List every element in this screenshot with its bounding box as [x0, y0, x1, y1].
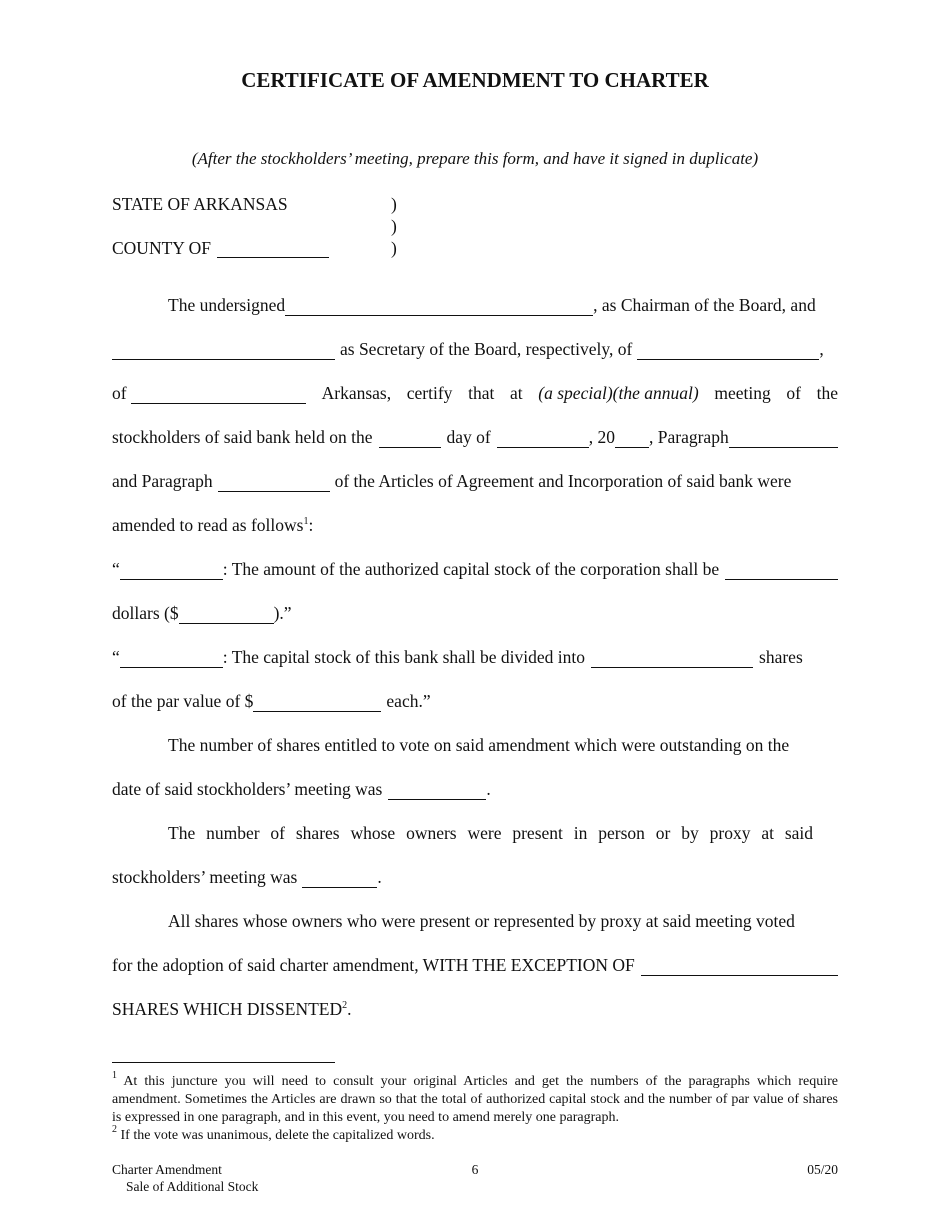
quote-1-line-1 — [112, 560, 838, 580]
footnote-1-text: At this juncture you will need to consult your original Articles and get the numbers of the paragraphs which require amendment. Sometimes the Articles are drawn so that the total of authorized capital stock and the number of par value of shares is expressed in one paragraph, and in this event, you need to amend merely one paragraph. — [112, 1074, 838, 1125]
quote-2-line-2 — [112, 692, 838, 712]
para-present-line-1 — [112, 824, 838, 844]
body-line-1 — [112, 296, 838, 316]
para-entitled-line-1 — [112, 736, 838, 756]
dissenting-shares-blank[interactable] — [641, 959, 838, 976]
capital-amount-blank[interactable] — [179, 607, 274, 624]
shares-count-blank[interactable] — [591, 651, 753, 668]
text-and-paragraph: and Paragraph — [112, 471, 213, 491]
text-of: of — [112, 383, 306, 404]
text-articles: of the Articles of Agreement and Incorporation of said bank were — [334, 471, 792, 491]
paragraph-2-blank[interactable] — [218, 475, 330, 492]
month-blank[interactable] — [497, 431, 589, 448]
word-meeting: meeting — [714, 383, 771, 403]
footnote-1 — [112, 1070, 838, 1127]
word-that: that — [468, 383, 495, 403]
text-authorized-capital: : The amount of the authorized capital stock of the corporation shall be — [222, 559, 720, 579]
quote-2-line-1 — [112, 648, 838, 668]
text-all-shares: All shares whose owners who were present or represented by proxy at said meeting voted — [168, 911, 795, 931]
close-quote-1: ).” — [273, 603, 292, 623]
para-present-line-2 — [112, 868, 838, 888]
paren-1: ) — [391, 194, 397, 214]
paragraph-number-blank-2[interactable] — [120, 651, 223, 668]
close-quote-2: each.” — [386, 691, 431, 711]
day-blank[interactable] — [379, 431, 441, 448]
paren-3: ) — [391, 238, 397, 258]
open-quote: “ — [112, 559, 120, 579]
bank-name-blank[interactable] — [637, 343, 819, 360]
para-voted-line-3 — [112, 1000, 838, 1020]
text-held-on: stockholders of said bank held on the — [112, 427, 373, 447]
paren-2: ) — [391, 216, 397, 236]
text-meeting-was: date of said stockholders’ meeting was — [112, 779, 383, 799]
footnote-2-text: If the vote was unanimous, delete the capitalized words. — [117, 1128, 435, 1143]
city-blank[interactable] — [131, 387, 306, 404]
body-line-3 — [112, 384, 838, 404]
text-comma: , — [819, 339, 824, 359]
footnote-2 — [112, 1124, 838, 1145]
meeting-type-option: (a special)(the annual) — [538, 383, 699, 403]
par-value-blank[interactable] — [253, 695, 381, 712]
word-certify: certify — [406, 383, 453, 403]
text-exception: for the adoption of said charter amendment, WITH THE EXCEPTION OF — [112, 955, 635, 975]
word-at: at — [510, 383, 523, 403]
text-dollars: dollars ($ — [112, 603, 179, 623]
footnote-2-marker: 2 — [112, 1124, 117, 1135]
para-voted-line-2 — [112, 956, 838, 976]
county-blank[interactable] — [217, 241, 329, 258]
paragraph-number-blank-1[interactable] — [120, 563, 223, 580]
text-arkansas: Arkansas, — [321, 383, 392, 403]
para-entitled-line-2 — [112, 780, 838, 800]
instruction-note: (After the stockholders’ meeting, prepare this form, and have it signed in duplicate) — [191, 149, 759, 168]
present-shares-blank[interactable] — [302, 871, 377, 888]
outstanding-shares-blank[interactable] — [388, 783, 486, 800]
para-voted-line-1 — [112, 912, 838, 932]
text-amended: amended to read as follows$^1$: — [112, 515, 314, 535]
word-the: the — [816, 383, 838, 403]
text-present: The number of shares whose owners were present in person or by proxy at said — [168, 823, 814, 843]
body-line-5 — [112, 472, 838, 492]
capital-words-blank[interactable] — [725, 563, 838, 580]
footnote-ref-2: 2 — [342, 1000, 348, 1011]
open-quote: “ — [112, 647, 120, 667]
text-entitled: The number of shares entitled to vote on said amendment which were outstanding on the — [168, 735, 790, 755]
text-undersigned: The undersigned — [168, 295, 286, 315]
text-period: . — [377, 867, 382, 887]
footer-doc-subtitle: Sale of Additional Stock — [126, 1179, 259, 1194]
county-label: COUNTY OF — [112, 238, 212, 258]
text-year: , 20 — [588, 427, 615, 447]
footnote-divider — [112, 1062, 335, 1063]
text-shares: shares — [759, 647, 803, 667]
footer-date: 05/20 — [807, 1162, 838, 1177]
text-divided-into: : The capital stock of this bank shall be divided into — [222, 647, 586, 667]
body-line-4 — [112, 428, 838, 448]
quote-1-line-2 — [112, 604, 838, 624]
text-dissented: SHARES WHICH DISSENTED$^2$. — [112, 999, 352, 1019]
text-chairman: , as Chairman of the Board, and — [593, 295, 816, 315]
text-period: . — [486, 779, 491, 799]
text-stockholders-meeting: stockholders’ meeting was — [112, 867, 298, 887]
footnote-1-marker: 1 — [112, 1070, 117, 1081]
year-blank[interactable] — [615, 431, 649, 448]
footer-doc-name: Charter Amendment — [112, 1162, 222, 1177]
body-line-2 — [112, 340, 838, 360]
state-label: STATE OF ARKANSAS — [112, 194, 288, 214]
secretary-name-blank[interactable] — [112, 343, 335, 360]
chairman-name-blank[interactable] — [285, 299, 593, 316]
text-day-of: day of — [446, 427, 491, 447]
text-paragraph: , Paragraph — [649, 427, 729, 447]
word-of: of — [786, 383, 801, 403]
text-secretary: as Secretary of the Board, respectively, of — [340, 339, 633, 359]
county-line — [112, 238, 329, 258]
footer-page-number: 6 — [471, 1162, 479, 1177]
text-par-value: of the par value of $ — [112, 691, 254, 711]
body-line-6 — [112, 516, 838, 536]
page-title: CERTIFICATE OF AMENDMENT TO CHARTER — [241, 68, 709, 92]
paragraph-1-blank[interactable] — [729, 431, 838, 448]
footnote-ref-1: 1 — [303, 516, 309, 527]
